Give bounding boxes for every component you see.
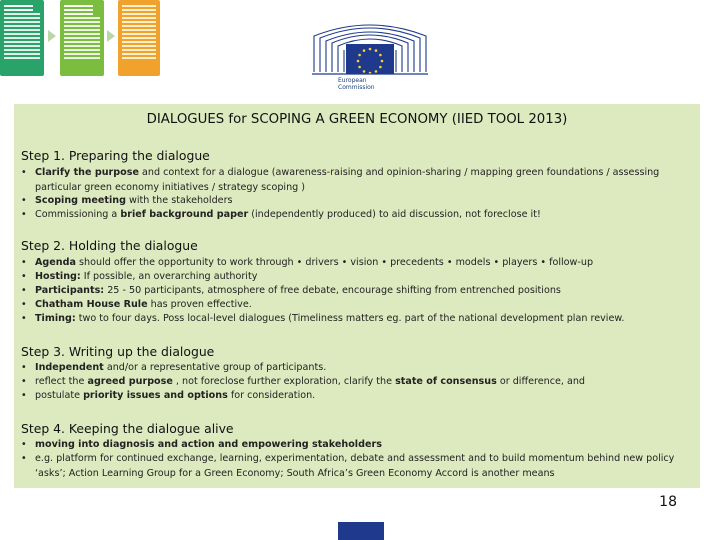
flowchart-box-1 xyxy=(0,0,44,76)
bullet-text: Commissioning a xyxy=(35,209,121,220)
step-2-bullet-1 xyxy=(21,256,691,271)
step-1-bullet-1 xyxy=(21,166,691,195)
bullet-bold: Agenda xyxy=(35,257,76,268)
bullet-text: e.g. platform for continued exchange, learning, experimentation, debate and assessment and to build momentum behind new policy ‘asks’; Action Learning Group for a Green Economy; South Africa’s Green Economy Accord is another means xyxy=(35,453,675,479)
step-1-bullet-3 xyxy=(21,208,691,223)
logo-line-2: Commission xyxy=(338,84,375,91)
bullet-bold: state of consensus xyxy=(395,376,497,387)
bullet-bold: Independent xyxy=(35,362,104,373)
bullet-marker: • xyxy=(21,209,27,220)
bullet-bold: brief background paper xyxy=(120,209,249,220)
bullet-text: has proven effective. xyxy=(147,299,252,310)
bullet-marker: • xyxy=(21,285,27,296)
bullet-text: , not foreclose further exploration, clarify the xyxy=(172,376,396,387)
bullet-bold: Clarify the purpose xyxy=(35,167,139,178)
flowchart-box-3 xyxy=(118,0,160,76)
bullet-marker: • xyxy=(21,271,27,282)
step-2-bullet-4 xyxy=(21,298,691,313)
bullet-marker: • xyxy=(21,257,27,268)
bullet-marker: • xyxy=(21,195,27,206)
step-2-heading: Step 2. Holding the dialogue xyxy=(21,238,198,253)
bullet-text: (independently produced) to aid discussion, not foreclose it! xyxy=(248,209,541,220)
step-3-heading: Step 3. Writing up the dialogue xyxy=(21,344,215,359)
bullet-text: and context for a dialogue (awareness-raising and opinion-sharing / mapping green foundations / assessing particular green economy initiatives / strategy scoping ) xyxy=(35,167,660,193)
bullet-text: or difference, and xyxy=(496,376,586,387)
step-4-bullet-1 xyxy=(21,438,691,453)
page-number: 18 xyxy=(659,494,677,510)
flow-arrow-1 xyxy=(48,30,56,42)
flowchart-box-2 xyxy=(60,0,104,76)
bullet-bold: agreed purpose xyxy=(87,376,173,387)
step-3-bullet-2 xyxy=(21,375,691,390)
step-1-heading: Step 1. Preparing the dialogue xyxy=(21,148,210,163)
bullet-marker: • xyxy=(21,453,27,464)
step-3-bullet-3 xyxy=(21,389,691,404)
step-2-bullet-3 xyxy=(21,284,691,299)
bullet-text: reflect the xyxy=(35,376,88,387)
bullet-marker: • xyxy=(21,299,27,310)
flow-arrow-2 xyxy=(107,30,115,42)
bullet-bold: moving into diagnosis and action and empowering stakeholders xyxy=(35,439,382,450)
step-2-bullet-5 xyxy=(21,312,691,327)
content-panel xyxy=(14,104,700,510)
bullet-bold: Hosting: xyxy=(35,271,81,282)
logo-line-1: European xyxy=(338,77,367,84)
bullet-text: If possible, an overarching authority xyxy=(80,271,258,282)
step-4-bullet-2 xyxy=(21,452,691,481)
bullet-text: for consideration. xyxy=(227,390,316,401)
bullet-marker: • xyxy=(21,313,27,324)
logo-text xyxy=(338,77,375,91)
bullet-marker: • xyxy=(21,376,27,387)
bullet-bold: Scoping meeting xyxy=(35,195,126,206)
bullet-text: and/or a representative group of participants. xyxy=(103,362,327,373)
step-2-bullet-2 xyxy=(21,270,691,285)
slide-title: DIALOGUES for SCOPING A GREEN ECONOMY (IIED TOOL 2013) xyxy=(146,112,568,127)
bullet-marker: • xyxy=(21,390,27,401)
bullet-text: should offer the opportunity to work through • drivers • vision • precedents • models • players • follow-up xyxy=(75,257,594,268)
bullet-bold: Participants: xyxy=(35,285,105,296)
step-4-heading: Step 4. Keeping the dialogue alive xyxy=(21,421,234,436)
step-3-bullet-1 xyxy=(21,361,691,376)
bullet-text: with the stakeholders xyxy=(125,195,233,206)
bullet-marker: • xyxy=(21,167,27,178)
bullet-text: two to four days. Poss local-level dialogues (Timeliness matters eg. part of the national development plan review. xyxy=(75,313,625,324)
bullet-marker: • xyxy=(21,362,27,373)
step-1-bullet-2 xyxy=(21,194,691,209)
bullet-bold: Timing: xyxy=(35,313,76,324)
bullet-text: postulate xyxy=(35,390,84,401)
eu-flag-bar xyxy=(338,522,384,540)
bullet-text: 25 - 50 participants, atmosphere of free debate, encourage shifting from entrenched positions xyxy=(104,285,561,296)
bullet-bold: priority issues and options xyxy=(83,390,228,401)
bullet-bold: Chatham House Rule xyxy=(35,299,148,310)
bullet-marker: • xyxy=(21,439,27,450)
